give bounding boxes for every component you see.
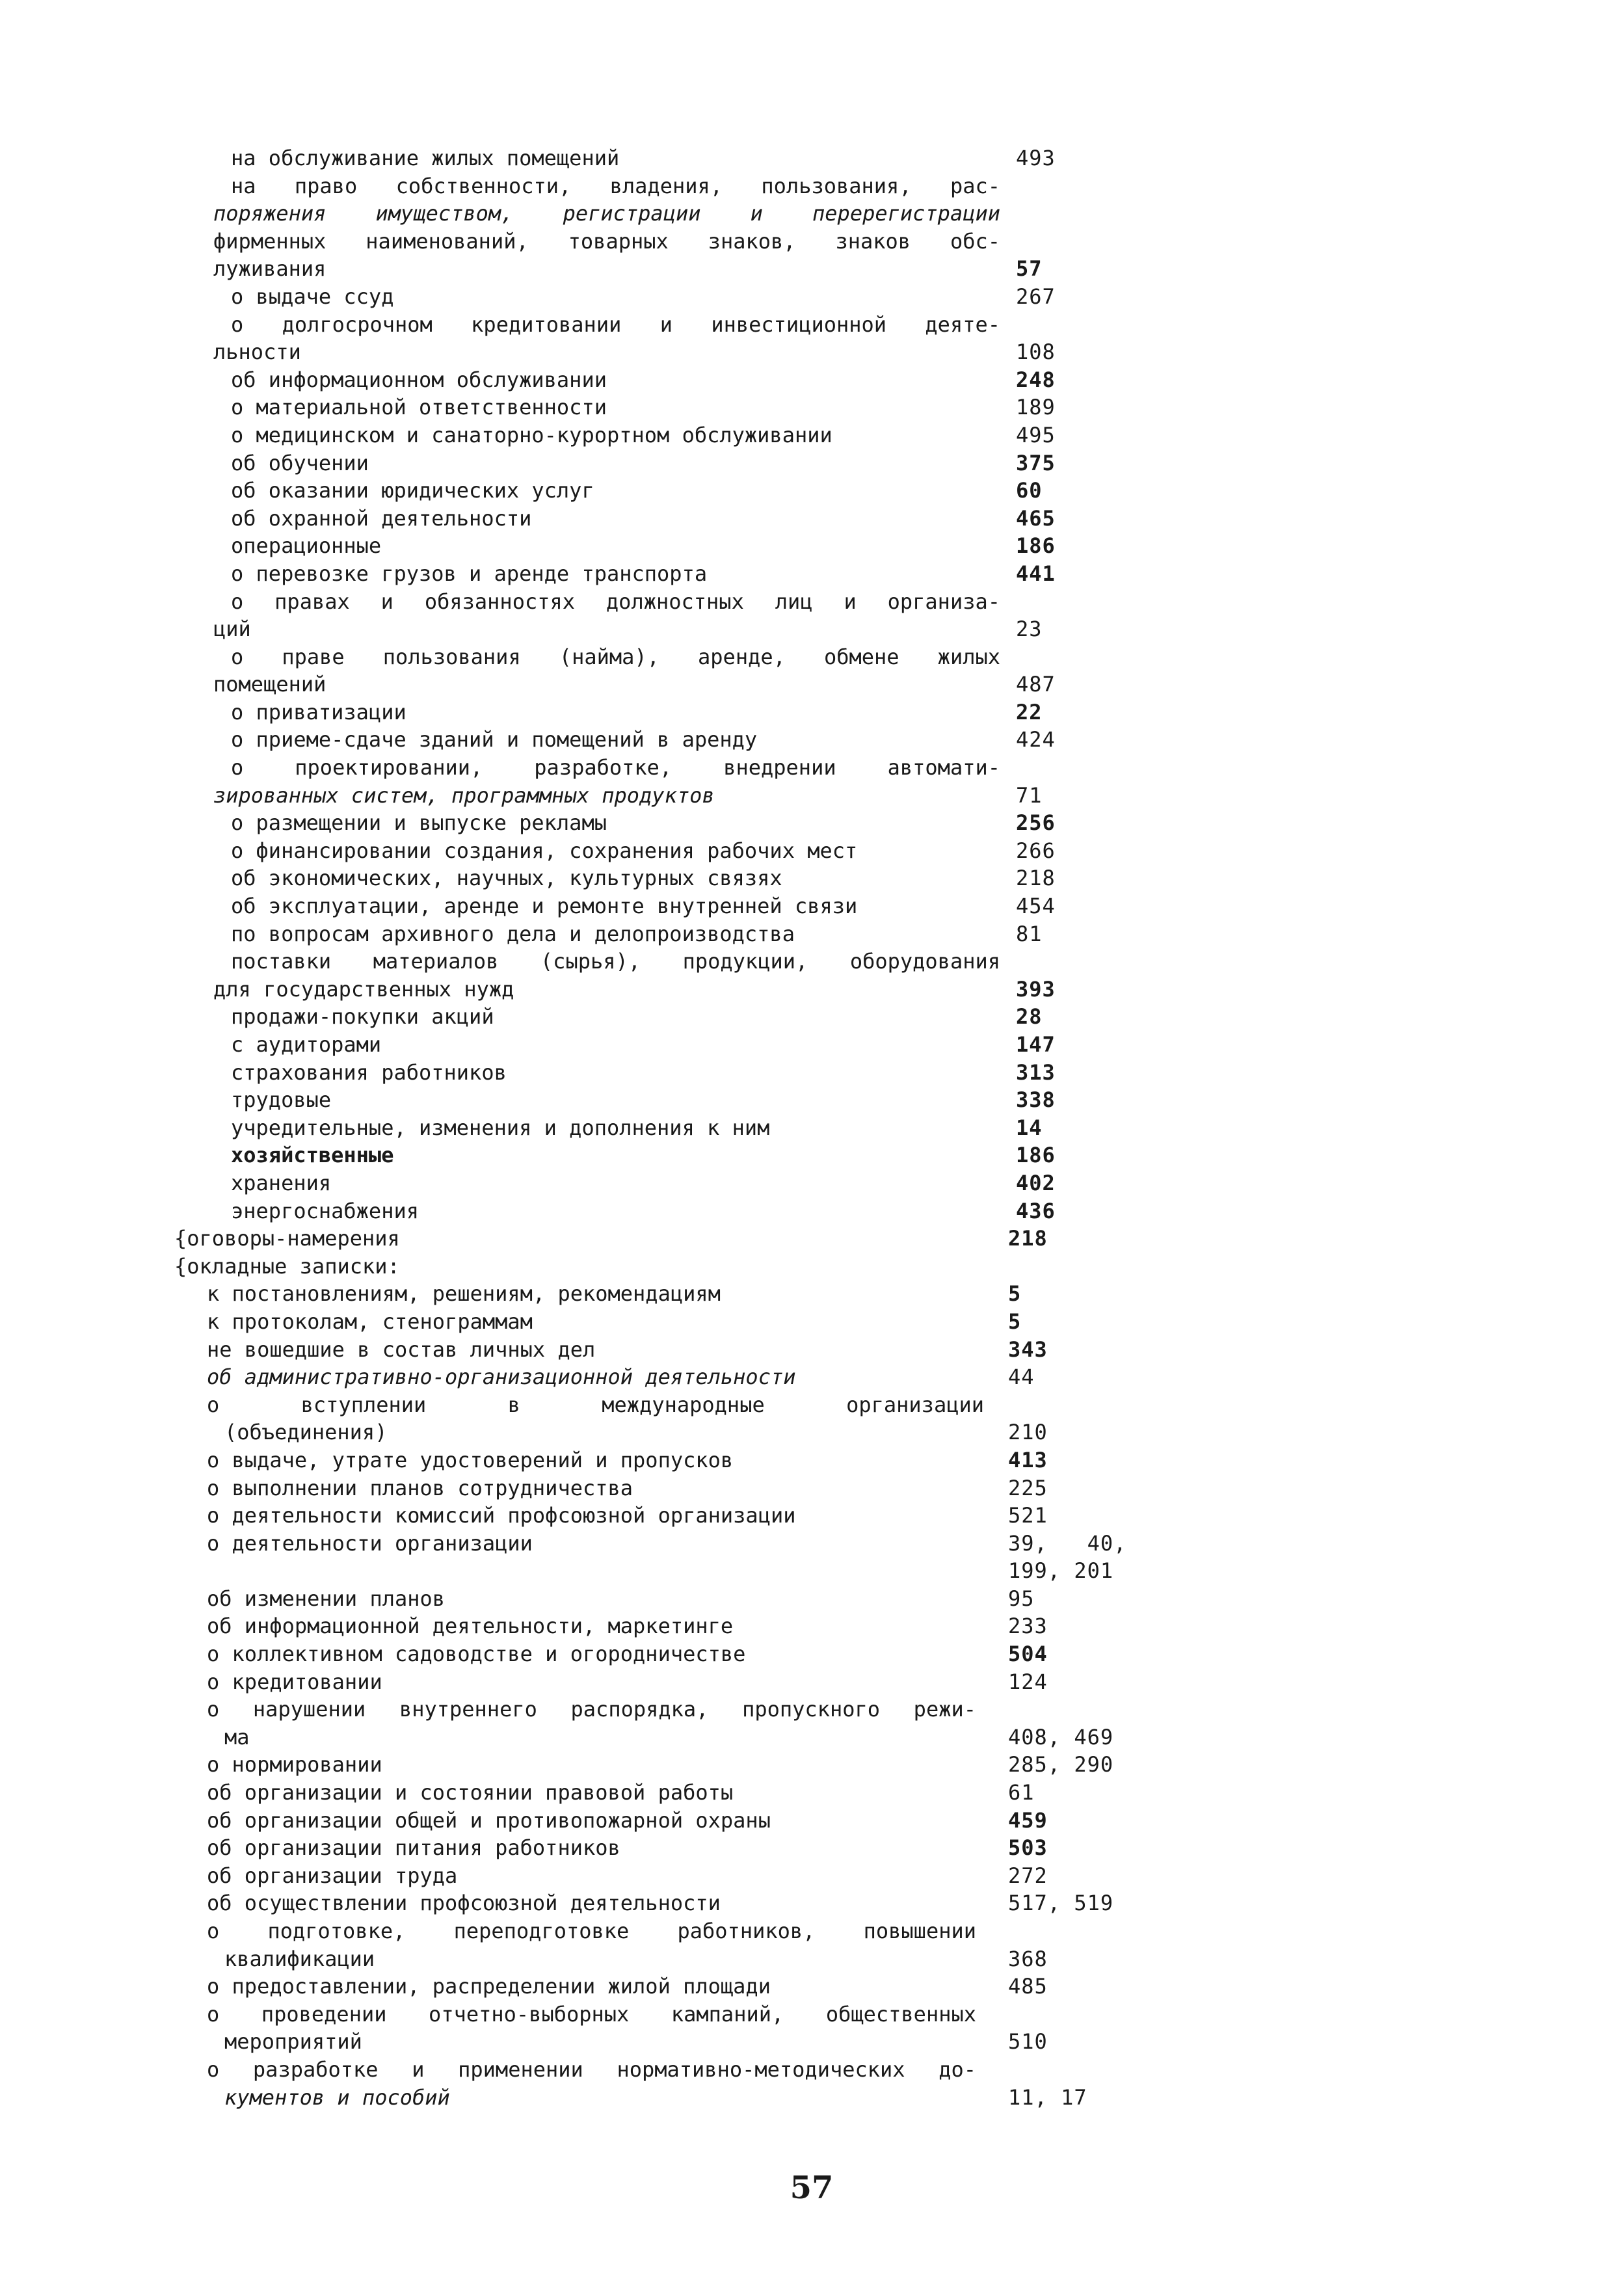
entry-page: 521: [1008, 1503, 1048, 1528]
entry-page: 5: [1008, 1309, 1022, 1334]
entry-page: 272: [1008, 1863, 1048, 1888]
entry-text: о подготовке, переподготовке работников, повышении: [207, 1919, 976, 1943]
entry-page: 503: [1008, 1835, 1048, 1861]
list-item: [0, 1253, 1624, 1281]
entry-text: {оговоры-намерения: [174, 1226, 400, 1251]
list-item: [0, 1336, 1624, 1364]
entry-page: 186: [1016, 1143, 1056, 1168]
entry-page: 57: [1016, 256, 1043, 282]
entry-page: 124: [1008, 1669, 1048, 1694]
list-item: [0, 1031, 1624, 1059]
entry-text: о выполнении планов сотрудничества: [207, 1475, 633, 1500]
list-item: [0, 283, 1624, 311]
list-item: [0, 1917, 1624, 1945]
entry-page: 267: [1016, 284, 1056, 309]
entry-page: 413: [1008, 1447, 1048, 1472]
list-item: [0, 1696, 1624, 1723]
list-item: [0, 1114, 1624, 1142]
entry-page: 424: [1016, 727, 1056, 752]
entry-text: об эксплуатации, аренде и ремонте внутренней связи: [231, 894, 858, 919]
entry-text: луживания: [213, 256, 326, 282]
list-item: [0, 588, 1624, 616]
list-item: [0, 1668, 1624, 1696]
list-item: [0, 366, 1624, 394]
list-item: [0, 1945, 1624, 1973]
entry-page: 256: [1016, 810, 1056, 836]
entry-page: 11, 17: [1008, 2084, 1087, 2110]
entry-text: о приватизации: [231, 699, 406, 725]
entry-page: 23: [1016, 617, 1043, 642]
entry-page: 485: [1008, 1974, 1048, 1999]
entry-text: об обучении: [231, 450, 369, 475]
entry-text: о проектировании, разработке, внедрении автомати-: [231, 755, 1000, 780]
list-item: [0, 1418, 1624, 1446]
list-item: [0, 449, 1624, 477]
list-item: [0, 698, 1624, 726]
entry-text: льности: [213, 339, 301, 365]
list-item: [0, 1059, 1624, 1087]
entry-page: 408, 469: [1008, 1724, 1114, 1749]
entry-page: 465: [1016, 505, 1056, 531]
list-item: [0, 809, 1624, 837]
entry-text: ций: [213, 617, 251, 642]
list-item: [0, 477, 1624, 505]
list-item: [0, 505, 1624, 533]
page-number: 57: [790, 2170, 834, 2206]
entry-text: об административно-организационной деятельности: [207, 1364, 796, 1390]
list-item: [0, 560, 1624, 588]
list-item: [0, 948, 1624, 976]
entry-page: 28: [1016, 1004, 1043, 1030]
entry-text: о кредитовании: [207, 1669, 382, 1694]
entry-page: 368: [1008, 1946, 1048, 1971]
list-item: [0, 200, 1624, 228]
entry-text: о выдаче, утрате удостоверений и пропусков: [207, 1447, 734, 1472]
list-item: [0, 1197, 1624, 1225]
entry-page: 454: [1016, 894, 1056, 919]
entry-page: 186: [1016, 533, 1056, 559]
entry-page: 266: [1016, 838, 1056, 863]
entry-page: 343: [1008, 1337, 1048, 1362]
list-item: [0, 1086, 1624, 1114]
entry-page: 44: [1008, 1364, 1035, 1390]
entry-text: не вошедшие в состав личных дел: [207, 1337, 596, 1362]
list-item: [0, 643, 1624, 671]
list-item: [0, 144, 1624, 172]
list-item: [0, 1889, 1624, 1917]
entry-text: о приеме-сдаче зданий и помещений в аренду: [231, 727, 758, 752]
list-item: [0, 1779, 1624, 1807]
list-item: [0, 1391, 1624, 1419]
entry-text: об охранной деятельности: [231, 505, 532, 531]
entry-page: 338: [1016, 1087, 1056, 1113]
entry-text: о выдаче ссуд: [231, 284, 394, 309]
entry-page: 71: [1016, 782, 1043, 808]
list-item: [0, 393, 1624, 421]
entry-page: 218: [1008, 1226, 1048, 1251]
list-item: [0, 892, 1624, 920]
list-item: [0, 754, 1624, 782]
list-item: [0, 1973, 1624, 2001]
entry-text: мероприятий: [224, 2029, 362, 2055]
entry-page: 375: [1016, 450, 1056, 475]
entry-page: 493: [1016, 146, 1056, 170]
list-item: [0, 1169, 1624, 1197]
list-item: [0, 726, 1624, 754]
list-item: [0, 311, 1624, 339]
entry-page: 313: [1016, 1059, 1056, 1085]
entry-text: поставки материалов (сырья), продукции, оборудования: [231, 949, 1000, 974]
list-item: [0, 1640, 1624, 1668]
list-item: [0, 1585, 1624, 1613]
entry-page: 495: [1016, 422, 1056, 447]
entry-text: об организации и состоянии правовой работы: [207, 1780, 734, 1805]
entry-text: на обслуживание жилых помещений: [231, 146, 620, 170]
entry-page: 60: [1016, 478, 1043, 503]
index-entries: [0, 144, 1624, 2111]
list-item: [0, 2001, 1624, 2029]
entry-page: 233: [1008, 1614, 1048, 1639]
entry-page: 61: [1008, 1780, 1035, 1805]
entry-text: о праве пользования (найма), аренде, обмене жилых: [231, 644, 1000, 669]
list-item: [0, 1807, 1624, 1835]
list-item: [0, 1003, 1624, 1031]
entry-text: фирменных наименований, товарных знаков, знаков обс-: [213, 228, 1000, 254]
entry-text: о финансировании создания, сохранения рабочих мест: [231, 838, 858, 863]
entry-text: о долгосрочном кредитовании и инвестиционной деяте-: [231, 312, 1000, 337]
list-item: [0, 1474, 1624, 1502]
entry-text: о правах и обязанностях должностных лиц и организа-: [231, 589, 1000, 614]
entry-page: 504: [1008, 1642, 1048, 1667]
list-item: [0, 615, 1624, 643]
list-item: [0, 172, 1624, 200]
entry-text: зированных систем, программных продуктов: [213, 782, 715, 808]
entry-page: 5: [1008, 1281, 1022, 1307]
list-item: [0, 1612, 1624, 1640]
entry-page: 225: [1008, 1475, 1048, 1500]
entry-text: о предоставлении, распределении жилой площади: [207, 1974, 771, 1999]
entry-text: к постановлениям, решениям, рекомендациям: [207, 1281, 721, 1307]
entry-text: трудовые: [231, 1087, 332, 1113]
list-item: [0, 837, 1624, 865]
list-item: [0, 782, 1624, 810]
list-item: [0, 532, 1624, 560]
list-item: [0, 1446, 1624, 1474]
entry-text: об осуществлении профсоюзной деятельности: [207, 1891, 721, 1916]
list-item: [0, 228, 1624, 256]
list-item: [0, 1530, 1624, 1558]
entry-text: квалификации: [224, 1946, 375, 1971]
entry-page: 487: [1016, 672, 1056, 697]
entry-text: ма: [224, 1724, 250, 1749]
entry-text: о нарушении внутреннего распорядка, пропускного режи-: [207, 1697, 976, 1722]
entry-page: 39, 40,: [1008, 1530, 1127, 1556]
list-item: [0, 1280, 1624, 1308]
entry-text: о вступлении в международные организации: [207, 1392, 984, 1417]
entry-text: о проведении отчетно-выборных кампаний, общественных: [207, 2001, 976, 2027]
entry-page: 218: [1016, 866, 1056, 891]
list-item: [0, 1308, 1624, 1336]
entry-page: 199, 201: [1008, 1558, 1114, 1584]
entry-page: 95: [1008, 1586, 1035, 1611]
entry-text: учредительные, изменения и дополнения к ним: [231, 1115, 770, 1140]
list-item: [0, 2084, 1624, 2112]
entry-page: 210: [1008, 1420, 1048, 1445]
entry-text: поряжения имуществом, регистрации и перерегистрации: [213, 201, 1000, 226]
entry-text: об организации питания работников: [207, 1835, 620, 1861]
entry-text: продажи-покупки акций: [231, 1004, 494, 1030]
list-item: [0, 1862, 1624, 1890]
list-item: [0, 1225, 1624, 1253]
entry-text: страхования работников: [231, 1059, 507, 1085]
entry-page: 436: [1016, 1198, 1056, 1223]
list-item: [0, 1834, 1624, 1862]
list-item: [0, 976, 1624, 1004]
entry-text: по вопросам архивного дела и делопроизводства: [231, 921, 795, 946]
entry-page: 402: [1016, 1170, 1056, 1195]
entry-page: 22: [1016, 699, 1043, 725]
list-item: [0, 1141, 1624, 1169]
entry-page: 14: [1016, 1115, 1043, 1140]
entry-text: об экономических, научных, культурных связях: [231, 866, 782, 891]
list-item: [0, 2056, 1624, 2084]
entry-text: о перевозке грузов и аренде транспорта: [231, 561, 708, 586]
entry-text: об изменении планов: [207, 1586, 446, 1611]
entry-text: об оказании юридических услуг: [231, 478, 594, 503]
list-item: [0, 1502, 1624, 1530]
list-item: [0, 671, 1624, 698]
list-item: [0, 255, 1624, 283]
list-item: [0, 1751, 1624, 1779]
entry-text: о нормировании: [207, 1752, 382, 1777]
entry-text: хранения: [231, 1170, 332, 1195]
list-item: [0, 1557, 1624, 1585]
entry-text: об организации труда: [207, 1863, 458, 1888]
list-item: [0, 338, 1624, 366]
entry-text: операционные: [231, 533, 382, 559]
entry-text: (объединения): [224, 1420, 388, 1445]
entry-text: энергоснабжения: [231, 1198, 419, 1223]
entry-text: с аудиторами: [231, 1032, 382, 1057]
list-item: [0, 1723, 1624, 1751]
entry-page: 108: [1016, 339, 1056, 365]
entry-text: хозяйственные: [231, 1143, 394, 1168]
entry-text: {окладные записки:: [174, 1253, 400, 1279]
entry-page: 517, 519: [1008, 1891, 1114, 1916]
entry-text: кументов и пособий: [224, 2084, 450, 2110]
entry-page: 189: [1016, 395, 1056, 420]
entry-text: об организации общей и противопожарной охраны: [207, 1807, 771, 1833]
entry-text: о деятельности комиссий профсоюзной организации: [207, 1503, 796, 1528]
entry-page: 147: [1016, 1032, 1056, 1057]
entry-text: о медицинском и санаторно-курортном обслуживании: [231, 422, 832, 447]
list-item: [0, 421, 1624, 449]
entry-text: о разработке и применении нормативно-методических до-: [207, 2056, 976, 2082]
entry-page: 441: [1016, 561, 1056, 586]
entry-text: о коллективном садоводстве и огородничестве: [207, 1642, 746, 1667]
entry-text: о деятельности организации: [207, 1530, 533, 1556]
entry-page: 510: [1008, 2029, 1048, 2055]
entry-text: об информационном обслуживании: [231, 367, 607, 392]
list-item: [0, 1363, 1624, 1391]
entry-page: 285, 290: [1008, 1752, 1114, 1777]
entry-text: о материальной ответственности: [231, 395, 607, 420]
entry-text: об информационной деятельности, маркетинге: [207, 1614, 734, 1639]
entry-page: 81: [1016, 921, 1043, 946]
entry-text: к протоколам, стенограммам: [207, 1309, 533, 1334]
list-item: [0, 864, 1624, 892]
entry-text: помещений: [213, 672, 326, 697]
entry-page: 459: [1008, 1807, 1048, 1833]
list-item: [0, 2028, 1624, 2056]
entry-page: 248: [1016, 367, 1056, 392]
entry-text: на право собственности, владения, пользования, рас-: [231, 173, 1000, 198]
entry-text: для государственных нужд: [213, 976, 514, 1002]
list-item: [0, 920, 1624, 948]
entry-page: 393: [1016, 976, 1056, 1002]
entry-text: о размещении и выпуске рекламы: [231, 810, 607, 836]
